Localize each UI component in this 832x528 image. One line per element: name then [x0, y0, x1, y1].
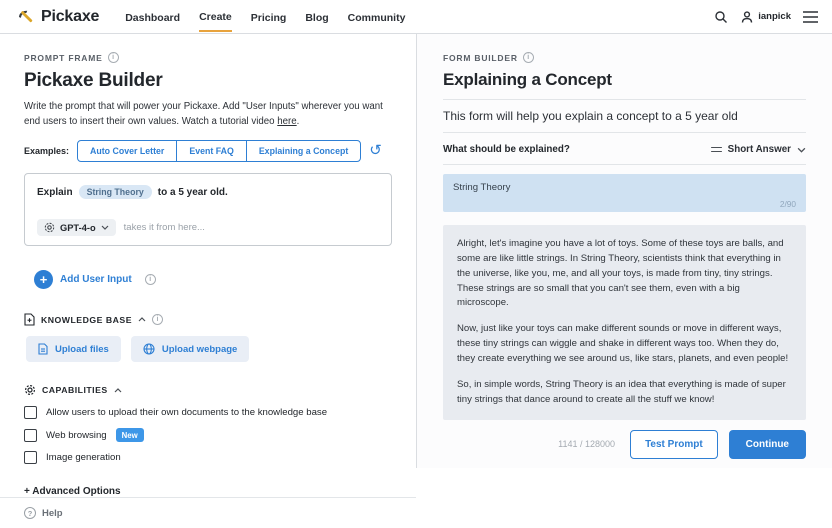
- nav-blog[interactable]: Blog: [305, 11, 329, 24]
- info-icon[interactable]: i: [523, 52, 534, 63]
- capability-label: Image generation: [46, 452, 121, 464]
- checkbox-upload-docs[interactable]: [24, 406, 37, 419]
- nav-dashboard[interactable]: Dashboard: [125, 11, 181, 24]
- capability-web-browsing: [24, 428, 392, 442]
- question-label[interactable]: What should be explained?: [443, 144, 570, 155]
- user-account[interactable]: [740, 10, 791, 24]
- examples-label: Examples:: [24, 146, 70, 157]
- chevron-up-icon: [114, 388, 122, 393]
- capability-image-generation: [24, 451, 392, 464]
- knowledge-base-label: KNOWLEDGE BASE: [41, 314, 132, 325]
- test-prompt-button[interactable]: Test Prompt: [630, 430, 718, 459]
- form-subtitle[interactable]: This form will help you explain a concept to a 5 year old: [443, 100, 806, 133]
- answer-type-label: Short Answer: [727, 144, 791, 155]
- user-input-pill[interactable]: String Theory: [79, 185, 152, 199]
- advanced-options-toggle[interactable]: + Advanced Options: [24, 486, 121, 498]
- form-builder-label: FORM BUILDER: [443, 52, 518, 63]
- capabilities-label: CAPABILITIES: [42, 385, 108, 396]
- output-paragraph: Alright, let's imagine you have a lot of toys. Some of these toys are balls, and some are like little strings. In String Theory, scientists think that everything in the universe, like you, me, and all your toys, is made from tiny, tiny strings. These strings are so small that you can't see them, even with a big microscope.: [457, 238, 784, 309]
- new-badge: New: [116, 428, 144, 442]
- plus-icon[interactable]: +: [34, 270, 53, 289]
- gear-icon: [24, 384, 36, 396]
- capabilities-header[interactable]: [24, 384, 392, 396]
- info-icon[interactable]: i: [152, 314, 163, 325]
- knowledge-base-header[interactable]: [24, 313, 392, 326]
- checkbox-web-browsing[interactable]: [24, 429, 37, 442]
- file-icon: [38, 343, 48, 355]
- output-paragraph: Now, just like your toys can make different sounds or move in different ways, these tiny strings can wiggle and shake in different ways too. When they do, they create everything we see around us, like stars, planets, and even people!: [457, 323, 789, 365]
- knowledge-base-actions: [26, 336, 392, 362]
- question-row: [443, 133, 806, 165]
- answer-type-selector[interactable]: [711, 144, 806, 155]
- prompt-text-after: to a 5 year old.: [157, 186, 228, 198]
- answer-input[interactable]: [443, 174, 806, 212]
- token-counter: 1141 / 128000: [558, 439, 616, 450]
- example-auto-cover-letter[interactable]: Auto Cover Letter: [90, 146, 165, 157]
- output-paragraph: So, in simple words, String Theory is an idea that everything is made of super tiny strings that dance around to create all the stuff we know!: [457, 378, 786, 405]
- help-icon: ?: [24, 507, 36, 519]
- upload-files-label: Upload files: [55, 343, 109, 355]
- left-panel-description: [24, 100, 392, 129]
- char-counter: 2/90: [779, 199, 796, 209]
- short-answer-icon: [711, 147, 722, 153]
- brand-name: Pickaxe: [41, 7, 100, 25]
- answer-value: String Theory: [453, 182, 511, 193]
- reset-icon[interactable]: ↺: [369, 141, 382, 159]
- prompt-frame-panel: [0, 34, 417, 519]
- info-icon[interactable]: i: [108, 52, 119, 63]
- user-icon: [740, 10, 754, 24]
- capability-label: Allow users to upload their own documents to the knowledge base: [46, 407, 328, 419]
- nav-community[interactable]: Community: [347, 11, 406, 24]
- globe-icon: [143, 343, 155, 355]
- checkbox-image-generation[interactable]: [24, 451, 37, 464]
- chevron-up-icon: [138, 317, 146, 322]
- model-hint-text: takes it from here...: [123, 222, 205, 234]
- response-output: [443, 225, 806, 420]
- form-title[interactable]: Explaining a Concept: [443, 70, 806, 100]
- openai-icon: [44, 222, 55, 233]
- upload-webpage-button[interactable]: [131, 336, 249, 362]
- upload-webpage-label: Upload webpage: [161, 343, 238, 355]
- prompt-text-before: Explain: [37, 186, 73, 198]
- model-selector[interactable]: [37, 219, 116, 236]
- example-explaining-a-concept[interactable]: Explaining a Concept: [246, 141, 360, 161]
- example-event-faq[interactable]: Event FAQ: [176, 141, 245, 161]
- capability-label: Web browsing: [46, 429, 107, 441]
- capability-upload-docs: [24, 406, 392, 419]
- tutorial-video-link[interactable]: here: [277, 115, 297, 127]
- form-builder-panel: [417, 34, 832, 468]
- description-text: Write the prompt that will power your Pickaxe. Add "User Inputs" wherever you want end users to insert their own values. Watch a tutorial video: [24, 101, 383, 127]
- add-user-input-label[interactable]: Add User Input: [60, 274, 132, 286]
- main-nav: [125, 2, 405, 32]
- info-icon[interactable]: i: [145, 274, 156, 285]
- nav-create[interactable]: Create: [199, 2, 232, 32]
- examples-row: [24, 140, 392, 162]
- top-bar-right: [714, 10, 818, 24]
- menu-icon[interactable]: [803, 11, 818, 23]
- nav-pricing[interactable]: Pricing: [250, 11, 287, 24]
- continue-button[interactable]: Continue: [729, 430, 806, 459]
- description-period: .: [296, 115, 300, 127]
- pickaxe-icon: [16, 7, 36, 27]
- search-icon[interactable]: [714, 10, 728, 24]
- prompt-frame-label: PROMPT FRAME: [24, 52, 103, 63]
- model-name: GPT-4-o: [60, 222, 96, 233]
- help-footer: [0, 497, 416, 528]
- add-user-input[interactable]: [34, 270, 392, 289]
- help-link[interactable]: Help: [42, 507, 63, 519]
- document-icon: [24, 313, 35, 326]
- form-footer: [443, 420, 806, 459]
- upload-files-button[interactable]: [26, 336, 121, 362]
- prompt-editor[interactable]: [24, 173, 392, 246]
- top-bar: [0, 0, 832, 34]
- pickaxe-logo[interactable]: [16, 7, 99, 27]
- left-panel-title: Pickaxe Builder: [24, 70, 163, 91]
- chevron-down-icon: [797, 147, 806, 153]
- chevron-down-icon: [101, 225, 109, 230]
- example-buttons: [77, 140, 361, 162]
- username: ianpick: [758, 11, 791, 22]
